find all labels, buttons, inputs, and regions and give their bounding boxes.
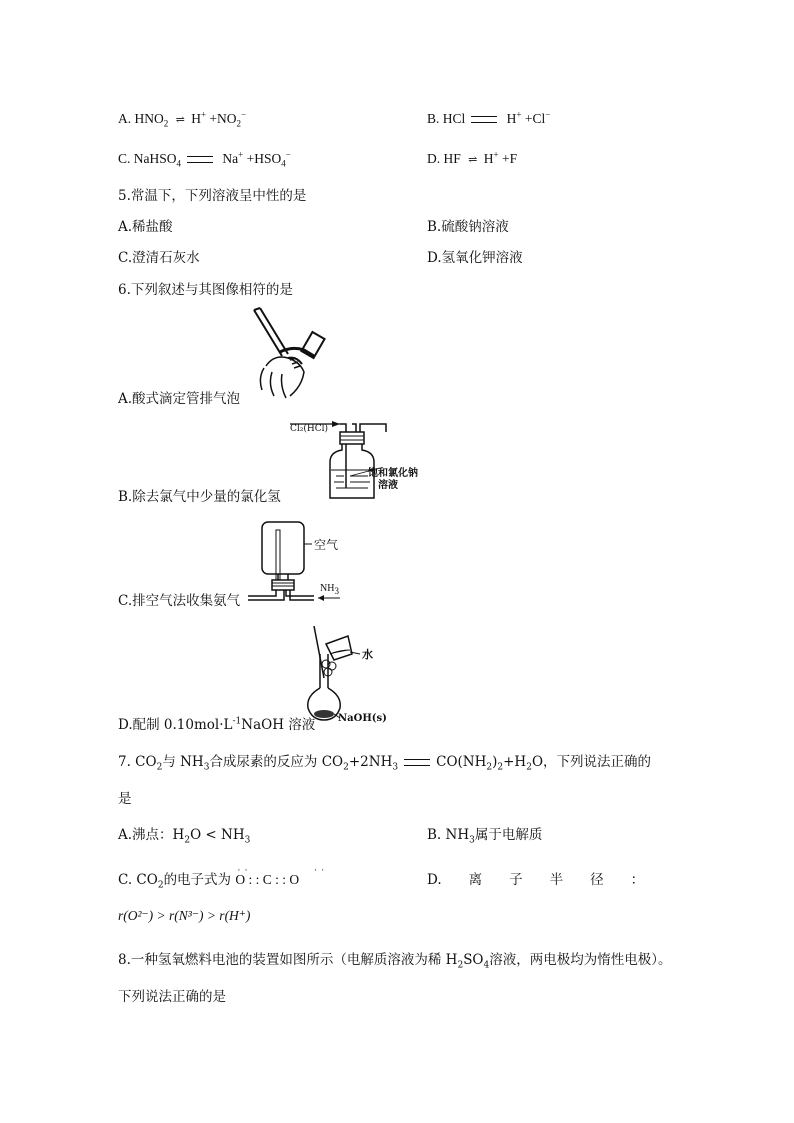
burette-figure: [244, 306, 334, 406]
q6-option-a: A.酸式滴定管排气泡: [118, 391, 241, 407]
q8-stem: 8.一种氢氧燃料电池的装置如图所示（电解质溶液为稀 $H_2SO_4$溶液，两电极均为惰性电极）。: [118, 952, 672, 971]
water-label: 水: [362, 648, 373, 661]
nh3-label: $NH_3$: [320, 583, 339, 596]
equals-sign: [471, 116, 497, 123]
q5-option-d: D.氢氧化钾溶液: [427, 250, 523, 266]
equals-sign: [187, 156, 213, 163]
ammonia-collection-figure: [248, 520, 358, 604]
q4-option-c: C. NaHSO$_4$ $Na^+ +HSO_4^-$: [118, 149, 291, 169]
q7-option-d-radius: r(O²⁻) > r(N³⁻) > r(H⁺): [118, 908, 251, 923]
q4-option-a: A. $HNO_2$ ⇌ $H^+ +NO_2^-$: [118, 109, 247, 129]
q5-stem: 5.常温下，下列溶液呈中性的是: [118, 188, 307, 204]
saturated-nacl-label: 饱和氯化钠: [368, 468, 418, 479]
q7-stem-continued: 是: [118, 791, 132, 807]
q8-stem-continued: 下列说法正确的是: [118, 989, 226, 1005]
co2-electron-formula: ⋅⋅ ⋅⋅ O : : C : : O: [235, 871, 299, 889]
q6-option-c: C.排空气法收集氨气: [118, 593, 241, 609]
naoh-solid-label: NaOH(s): [338, 713, 387, 724]
q4-option-b: B. HCl H+ +Cl−: [427, 109, 551, 126]
equals-sign: [404, 759, 430, 766]
q4-option-d: D. HF ⇌ H+ +F: [427, 149, 518, 166]
q7-option-c: C. $CO_2$的电子式为 ⋅⋅ ⋅⋅ O : : C : : O: [118, 871, 299, 889]
q5-option-c: C.澄清石灰水: [118, 250, 200, 266]
air-label: 空气: [314, 538, 339, 552]
q6-stem: 6.下列叙述与其图像相符的是: [118, 282, 293, 298]
q7-option-b: B. $NH_3$属于电解质: [427, 827, 543, 846]
gas-inlet-label: Cl₂(HCl): [290, 424, 329, 434]
q5-option-b: B.硫酸钠溶液: [427, 219, 509, 235]
lone-pair-dots: ⋅⋅ ⋅⋅: [237, 865, 329, 875]
q6-option-b: B.除去氯气中少量的氯化氢: [118, 489, 281, 505]
q6-option-d: D.配制 $0.10mol\cdot L^{-1}NaOH$ 溶液: [118, 716, 316, 733]
gas-wash-bottle-figure: [290, 418, 450, 502]
q7-option-d-label: D. 离 子 半 径 ：: [427, 872, 645, 888]
solution-label: 溶液: [378, 480, 398, 491]
q7-option-a: A.沸点：$H_2O < NH_3$: [118, 827, 251, 846]
q5-option-a: A.稀盐酸: [118, 219, 173, 235]
volumetric-flask-figure: [300, 626, 400, 722]
q7-stem: 7. $CO_2$与 $NH_3$合成尿素的反应为 $CO_2+2NH_3$ $CO(NH_2)_2+H_2O$，下列说法正确的: [118, 754, 652, 773]
